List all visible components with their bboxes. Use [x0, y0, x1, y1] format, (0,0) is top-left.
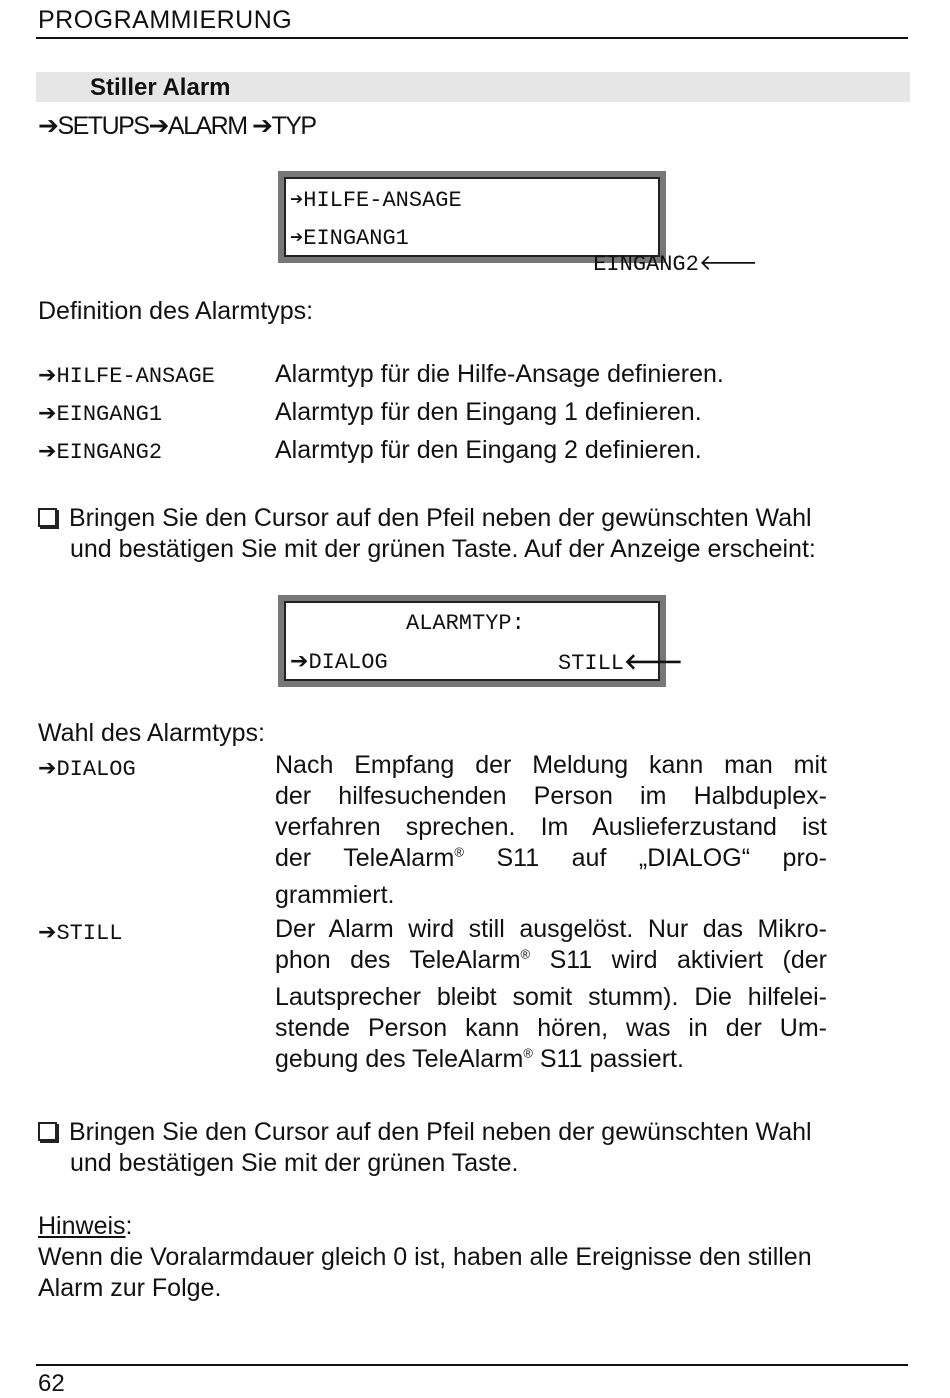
choice-key-still: ➔STILL: [38, 920, 123, 946]
arrow-right-icon: ➔: [38, 439, 57, 464]
section-header: PROGRAMMIERUNG: [38, 6, 293, 34]
lcd1-line2-left: ➔EINGANG1: [290, 226, 409, 251]
registered-mark: ®: [520, 946, 531, 962]
instruction-2-line1: Bringen Sie den Cursor auf den Pfeil neben der gewünschten Wahl: [69, 1118, 812, 1146]
definition-desc-hilfe-ansage: Alarmtyp für die Hilfe-Ansage definieren.: [275, 360, 724, 388]
instruction-1-line1: Bringen Sie den Cursor auf den Pfeil neben der gewünschten Wahl: [69, 504, 812, 532]
header-rule: [36, 37, 908, 39]
display-menu-lcd: [278, 171, 758, 277]
definition-desc-eingang2: Alarmtyp für den Eingang 2 definieren.: [275, 436, 702, 464]
hint-line1: Wenn die Voralarmdauer gleich 0 ist, haben alle Ereignisse den stillen: [38, 1243, 812, 1271]
instruction-1: [38, 503, 918, 565]
page-title: Stiller Alarm: [90, 74, 231, 101]
lcd1-eingang2-label: EINGANG2🡐: [593, 252, 758, 277]
registered-mark: ®: [454, 844, 464, 860]
definition-desc-eingang1: Alarmtyp für den Eingang 1 definieren.: [275, 398, 702, 426]
lcd1-line1: ➔HILFE-ANSAGE: [290, 188, 462, 213]
choice-heading: Wahl des Alarmtyps:: [38, 719, 265, 747]
hint-block: Hinweis: Wenn die Voralarmdauer gleich 0 ist, haben alle Ereignisse den stillen Alarm zur Folge.: [38, 1211, 918, 1304]
lcd2-line2-left: ➔DIALOG: [290, 649, 388, 675]
choice-desc-dialog: Nach Empfang der Meldung kann man mit der hilfesuchenden Person im Halbduplex- verfahren sprechen. Im Auslieferzustand ist der TeleAlarm® S11 auf „DIALOG“ pro- grammiert.: [275, 751, 828, 909]
hint-line2: Alarm zur Folge.: [38, 1274, 222, 1302]
lcd2-line1: ALARMTYP:: [406, 611, 525, 636]
lcd1-line2-right: [514, 225, 758, 302]
instruction-2: [38, 1117, 918, 1179]
definition-key-eingang1: ➔EINGANG1: [38, 401, 163, 427]
instruction-1-line2: und bestätigen Sie mit der grünen Taste. Auf der Anzeige erscheint:: [70, 535, 816, 563]
choice-key-dialog: ➔DIALOG: [38, 756, 136, 782]
lcd2-line2-right: STILL🡐: [558, 650, 684, 676]
registered-mark: ®: [523, 1045, 533, 1061]
arrow-right-icon: ➔: [38, 363, 57, 388]
definition-heading: Definition des Alarmtyps:: [38, 297, 314, 325]
checkbox-bullet-icon: [38, 508, 57, 527]
definition-key-eingang2: ➔EINGANG2: [38, 439, 163, 465]
choice-desc-still: Der Alarm wird still ausgelöst. Nur das Mikro- phon des TeleAlarm® S11 wird aktiviert (der Lautsprecher bleibt somit stumm). Die hilfelei- stende Person kann hören, was in der Um- gebung des TeleAlarm® S11 passiert.: [275, 915, 827, 1073]
hint-label: Hinweis: [38, 1212, 126, 1240]
arrow-right-icon: ➔: [38, 756, 57, 781]
footer-rule: [36, 1364, 908, 1366]
checkbox-bullet-icon: [38, 1122, 57, 1141]
arrow-right-icon: ➔: [38, 401, 57, 426]
arrow-right-icon: ➔: [38, 920, 57, 945]
instruction-2-line2: und bestätigen Sie mit der grünen Taste.: [70, 1149, 519, 1177]
arrow-right-icon: ➔: [290, 649, 309, 674]
display-alarmtyp-lcd: [278, 595, 684, 687]
arrow-left-icon: 🡐: [624, 650, 684, 675]
page-number: 62: [38, 1370, 65, 1397]
definition-key-hilfe-ansage: ➔HILFE-ANSAGE: [38, 363, 215, 389]
menu-path: ➔SETUPS➔ALARM ➔TYP: [38, 112, 316, 140]
